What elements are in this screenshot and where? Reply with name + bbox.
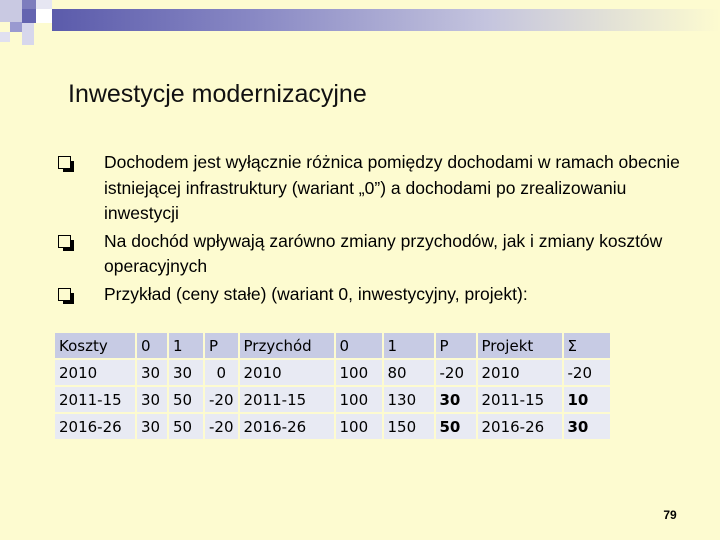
table-cell: 150 xyxy=(384,414,434,439)
bullet-list xyxy=(58,150,698,307)
table-cell: 50 xyxy=(169,414,203,439)
table-header-cell: P xyxy=(205,333,238,358)
table-header-cell: 0 xyxy=(137,333,167,358)
table-cell: 2016-26 xyxy=(478,414,562,439)
decorative-header xyxy=(0,0,720,50)
bullet-text: Przykład (ceny stałe) (wariant 0, inwestycyjny, projekt): xyxy=(104,283,528,304)
table-cell: 0 xyxy=(205,360,238,385)
deco-square xyxy=(36,9,52,23)
table-header-cell: Przychód xyxy=(240,333,334,358)
bullet-item xyxy=(58,282,698,308)
checkbox-bullet-icon xyxy=(58,156,71,169)
deco-square xyxy=(0,0,22,22)
table-cell: 80 xyxy=(384,360,434,385)
table-cell: 100 xyxy=(336,414,382,439)
table-cell: 30 xyxy=(436,387,476,412)
bullet-item xyxy=(58,150,698,227)
table-cell: -20 xyxy=(564,360,610,385)
table-header-cell: Σ xyxy=(564,333,610,358)
table-cell: 2011-15 xyxy=(240,387,334,412)
deco-square xyxy=(36,0,52,9)
deco-square xyxy=(22,9,36,23)
table-row xyxy=(55,360,610,385)
table-cell: 50 xyxy=(436,414,476,439)
table-header-cell: 1 xyxy=(384,333,434,358)
bullet-text: Dochodem jest wyłącznie różnica pomiędzy dochodami w ramach obecnie istniejącej infrastruktury (wariant „0”) a dochodami po zrealizowaniu inwestycji xyxy=(104,152,680,223)
example-table xyxy=(53,331,612,441)
table-header-cell: Koszty xyxy=(55,333,135,358)
table-cell: 30 xyxy=(564,414,610,439)
table-cell: 30 xyxy=(137,360,167,385)
table-cell: 130 xyxy=(384,387,434,412)
table-row xyxy=(55,414,610,439)
checkbox-bullet-icon xyxy=(58,288,71,301)
table-header-cell: P xyxy=(436,333,476,358)
table-header-cell: 1 xyxy=(169,333,203,358)
slide-title: Inwestycje modernizacyjne xyxy=(68,80,367,108)
bullet-text: Na dochód wpływają zarówno zmiany przychodów, jak i zmiany kosztów operacyjnych xyxy=(104,230,663,276)
table-cell: 2010 xyxy=(55,360,135,385)
page-number: 79 xyxy=(663,508,677,522)
table-cell: 2016-26 xyxy=(240,414,334,439)
deco-square xyxy=(22,0,36,9)
table-cell: 10 xyxy=(564,387,610,412)
table-cell: -20 xyxy=(205,387,238,412)
table-cell: 30 xyxy=(137,387,167,412)
table-row xyxy=(55,387,610,412)
table-cell: 50 xyxy=(169,387,203,412)
table-cell: 100 xyxy=(336,387,382,412)
table-cell: 30 xyxy=(169,360,203,385)
header-gradient-bar xyxy=(52,9,720,31)
table-cell: 100 xyxy=(336,360,382,385)
table-header-row xyxy=(55,333,610,358)
checkbox-bullet-icon xyxy=(58,235,71,248)
table-header-cell: Projekt xyxy=(478,333,562,358)
table-cell: -20 xyxy=(436,360,476,385)
table-cell: 2016-26 xyxy=(55,414,135,439)
table-cell: 2010 xyxy=(240,360,334,385)
table-cell: -20 xyxy=(205,414,238,439)
table-cell: 2010 xyxy=(478,360,562,385)
deco-square xyxy=(0,32,10,42)
table-cell: 2011-15 xyxy=(55,387,135,412)
table-cell: 2011-15 xyxy=(478,387,562,412)
deco-square xyxy=(10,22,22,32)
table-cell: 30 xyxy=(137,414,167,439)
table-header-cell: 0 xyxy=(336,333,382,358)
bullet-item xyxy=(58,229,698,280)
deco-square xyxy=(22,23,34,45)
